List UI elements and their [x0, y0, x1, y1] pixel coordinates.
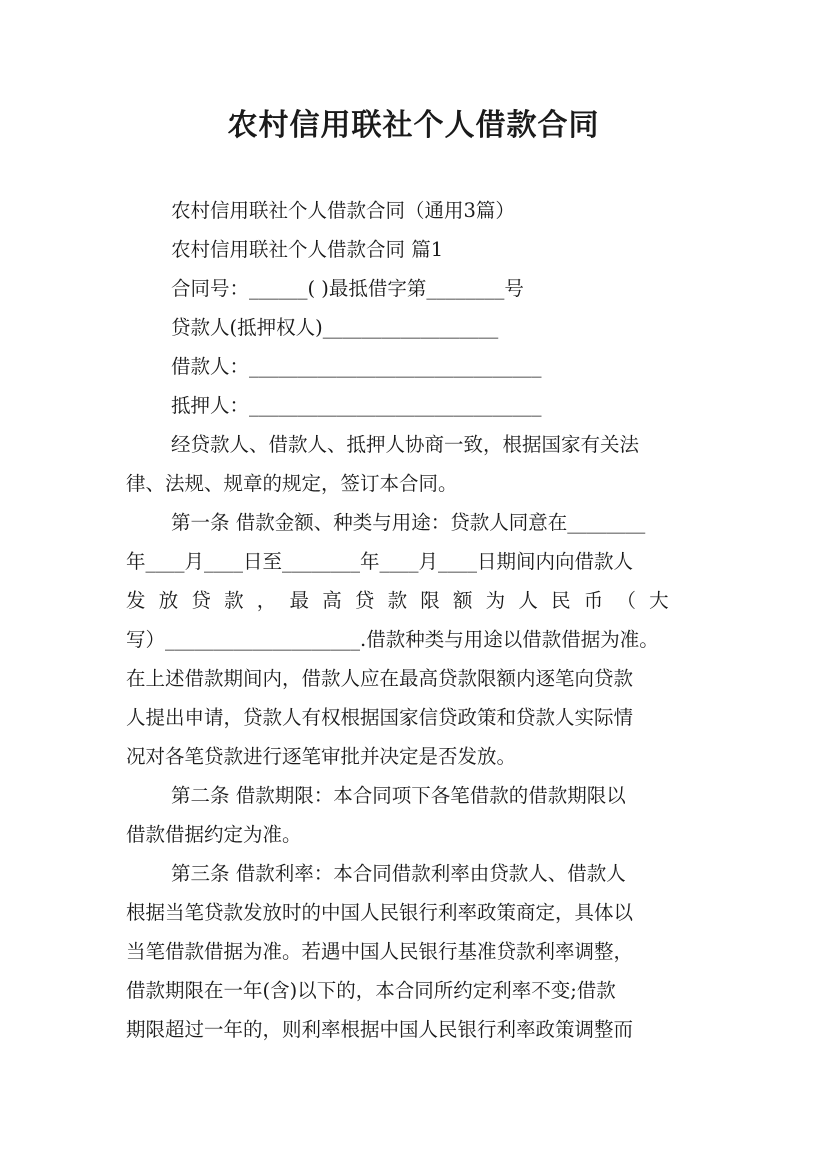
borrower-field: 借款人：______________________________: [171, 355, 542, 378]
article-3-line: 期限超过一年的，则利率根据中国人民银行利率政策调整而: [126, 1018, 634, 1041]
section-heading: 农村信用联社个人借款合同 篇1: [171, 238, 444, 261]
document-title: 农村信用联社个人借款合同: [227, 108, 600, 143]
article-1-line: 写）____________________.借款种类与用途以借款借据为准。: [126, 628, 659, 651]
article-2-line: 借款借据约定为准。: [126, 823, 302, 846]
subtitle-line: 农村信用联社个人借款合同（通用3篇）: [171, 199, 515, 222]
mortgagor-field: 抵押人：______________________________: [171, 394, 542, 417]
article-1-line: 况对各笔贷款进行逐笔审批并决定是否发放。: [126, 745, 517, 768]
article-2-line: 第二条 借款期限：本合同项下各笔借款的借款期限以: [171, 784, 626, 807]
article-1-line: 人提出申请，贷款人有权根据国家信贷政策和贷款人实际情: [126, 706, 634, 729]
paragraph-line: 经贷款人、借款人、抵押人协商一致，根据国家有关法: [171, 433, 640, 456]
article-1-line: 第一条 借款金额、种类与用途：贷款人同意在________: [171, 511, 646, 534]
article-3-line: 第三条 借款利率：本合同借款利率由贷款人、借款人: [171, 862, 626, 885]
lender-field: 贷款人(抵押权人)__________________: [171, 316, 499, 339]
article-3-line: 根据当笔贷款发放时的中国人民银行利率政策商定，具体以: [126, 901, 634, 924]
article-1-line: 发 放 贷 款 ， 最 高 贷 款 限 额 为 人 民 币 （ 大: [126, 589, 673, 612]
paragraph-line: 律、法规、规章的规定，签订本合同。: [126, 472, 458, 495]
article-1-line: 在上述借款期间内，借款人应在最高贷款限额内逐笔向贷款: [126, 667, 634, 690]
article-3-line: 借款期限在一年(含)以下的，本合同所约定利率不变;借款: [126, 979, 616, 1002]
article-3-line: 当笔借款借据为准。若遇中国人民银行基准贷款利率调整，: [126, 940, 634, 963]
article-1-line: 年____月____日至________年____月____日期间内向借款人: [126, 550, 634, 573]
contract-number-field: 合同号：______( )最抵借字第________号: [171, 277, 524, 300]
